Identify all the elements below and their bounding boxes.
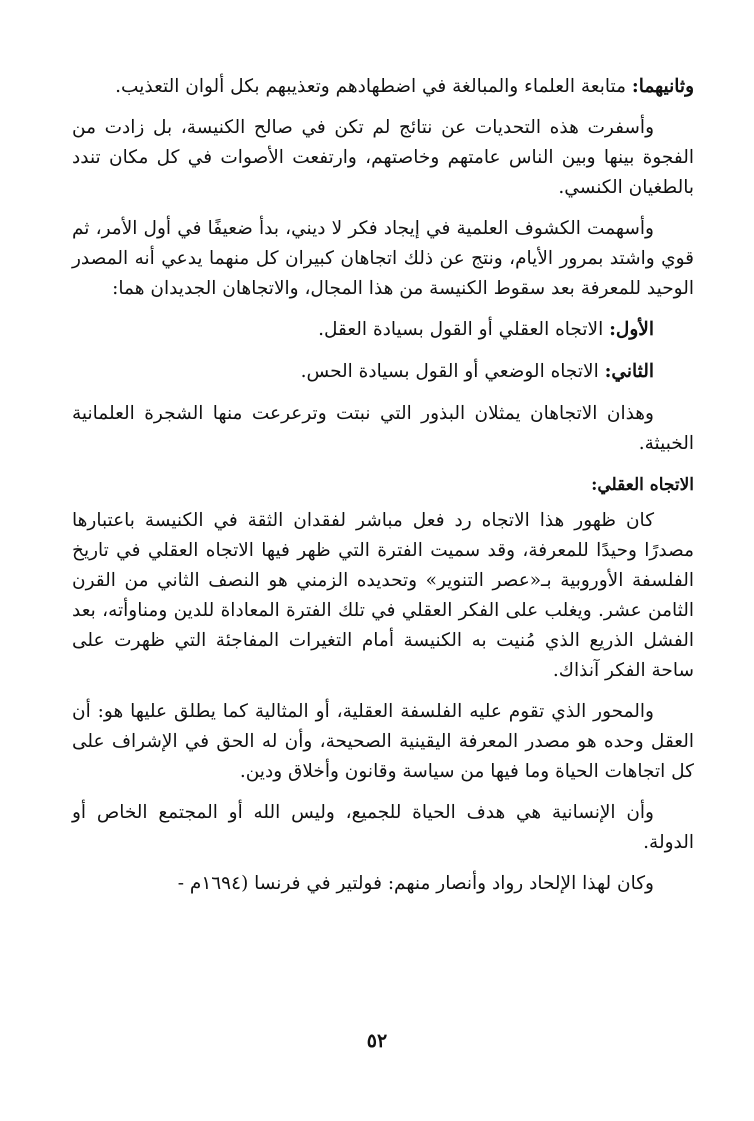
paragraph-5: كان ظهور هذا الاتجاه رد فعل مباشر لفقدان الثقة في الكنيسة باعتبارها مصدرًا وحيدًا للمعرفة، وقد سميت الفترة التي ظهر فيها الاتجاه العقلي في تاريخ الفلسفة الأوروبية بـ«عصر التنوير» وتحديده الزمني هو النصف الثاني من القرن الثامن عشر. ويغلب على الفكر العقلي في تلك الفترة المعاداة للدين ومناوأته، بعد الفشل الذريع الذي مُنيت به الكنيسة أمام التغيرات المفاجئة التي ظهرت على ساحة الفكر آنذاك.	[72, 510, 694, 681]
paragraph-4: وهذان الاتجاهان يمثلان البذور التي نبتت وترعرعت منها الشجرة العلمانية الخبيثة.	[72, 403, 694, 454]
document-page	[72, 72, 694, 1072]
list-item-second-text: الاتجاه الوضعي أو القول بسيادة الحس.	[300, 361, 605, 382]
list-item-first	[72, 315, 694, 345]
paragraph-7: وأن الإنسانية هي هدف الحياة للجميع، وليس الله أو المجتمع الخاص أو الدولة.	[72, 802, 694, 853]
paragraph-1-text: متابعة العلماء والمبالغة في اضطهادهم وتعذيبهم بكل ألوان التعذيب.	[115, 76, 632, 97]
list-item-first-text: الاتجاه العقلي أو القول بسيادة العقل.	[318, 319, 610, 340]
paragraph-8: وكان لهذا الإلحاد رواد وأنصار منهم: فولتير في فرنسا (١٦٩٤م -	[177, 873, 654, 894]
paragraph-1	[72, 72, 694, 102]
paragraph-2: وأسفرت هذه التحديات عن نتائج لم تكن في صالح الكنيسة، بل زادت من الفجوة بينها وبين الناس عامتهم وخاصتهم، وارتفعت الأصوات في كل مكان تندد بالطغيان الكنسي.	[72, 117, 694, 198]
page-number: ٥٢	[366, 1030, 388, 1052]
paragraph-6: والمحور الذي تقوم عليه الفلسفة العقلية، أو المثالية كما يطلق عليها هو: أن العقل وحده هو مصدر المعرفة اليقينية الصحيحة، وأن له الحق في الإشراف على كل اتجاهات الحياة وما فيها من سياسة وقانون وأخلاق ودين.	[72, 701, 694, 782]
list-item-first-lead: الأول:	[609, 319, 654, 340]
list-item-second-lead: الثاني:	[604, 361, 654, 382]
section-heading: الاتجاه العقلي:	[591, 475, 694, 495]
paragraph-1-lead: وثانيهما:	[631, 76, 694, 97]
paragraph-3: وأسهمت الكشوف العلمية في إيجاد فكر لا ديني، بدأ ضعيفًا في أول الأمر، ثم قوي واشتد بمرور الأيام، ونتج عن ذلك اتجاهان كبيران كل منهما يدعي أنه المصدر الوحيد للمعرفة بعد سقوط الكنيسة من هذا المجال، والاتجاهان الجديدان هما:	[72, 218, 694, 299]
list-item-second	[72, 357, 694, 387]
